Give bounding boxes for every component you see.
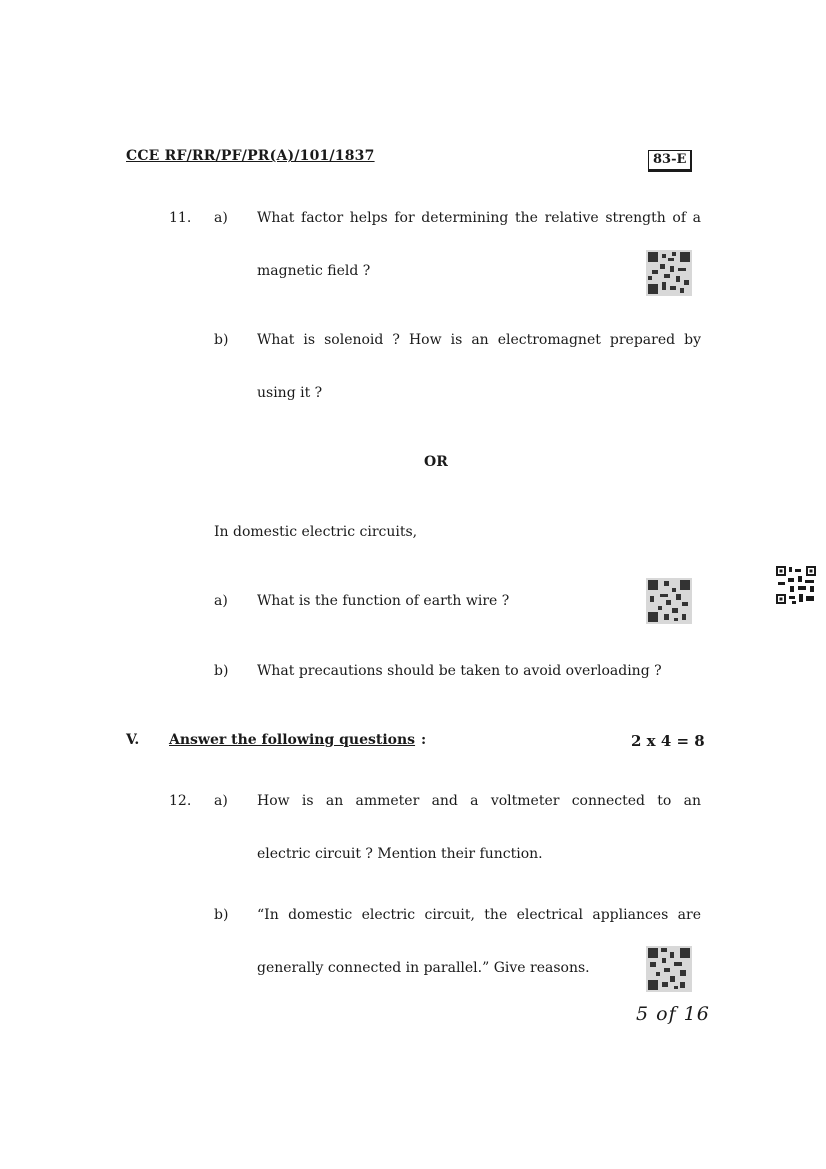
- question-11b-label: b): [214, 332, 229, 348]
- alt-question-b-label: b): [214, 663, 229, 679]
- alt-question-intro: In domestic electric circuits,: [214, 524, 418, 540]
- question-12a-text-line2: electric circuit ? Mention their function.: [257, 846, 543, 862]
- section-v-number: V.: [126, 732, 140, 748]
- side-qr-code-icon: [776, 566, 816, 604]
- question-12b-label: b): [214, 907, 229, 923]
- question-12a-text-line1: How is an ammeter and a voltmeter connected to an: [257, 793, 701, 809]
- question-12-number: 12.: [169, 793, 192, 809]
- qr-code-icon: [646, 578, 692, 624]
- question-12b-text-line1: “In domestic electric circuit, the electrical appliances are: [257, 907, 701, 923]
- alt-question-b-text: What precautions should be taken to avoid overloading ?: [257, 663, 662, 679]
- question-11-number: 11.: [169, 210, 192, 226]
- alt-question-a-text: What is the function of earth wire ?: [257, 593, 510, 609]
- page-number: 5 of 16: [636, 1003, 710, 1025]
- section-v-title: Answer the following questions: [169, 732, 416, 748]
- section-v-colon: :: [421, 732, 427, 748]
- paper-number-badge: 83-E: [648, 150, 692, 172]
- question-12b-text-line2: generally connected in parallel.” Give reasons.: [257, 960, 590, 976]
- question-11a-text-line2: magnetic field ?: [257, 263, 371, 279]
- question-11a-text-line1: What factor helps for determining the relative strength of a: [257, 210, 701, 226]
- paper-code: CCE RF/RR/PF/PR(A)/101/1837: [126, 148, 375, 164]
- question-12a-label: a): [214, 793, 228, 809]
- alt-question-a-label: a): [214, 593, 228, 609]
- or-divider: OR: [424, 454, 448, 470]
- qr-code-icon: [646, 946, 692, 992]
- section-v-marks: 2 x 4 = 8: [631, 732, 705, 750]
- question-11a-label: a): [214, 210, 228, 226]
- question-11b-text-line2: using it ?: [257, 385, 323, 401]
- question-11b-text-line1: What is solenoid ? How is an electromagnet prepared by: [257, 332, 701, 348]
- qr-code-icon: [646, 250, 692, 296]
